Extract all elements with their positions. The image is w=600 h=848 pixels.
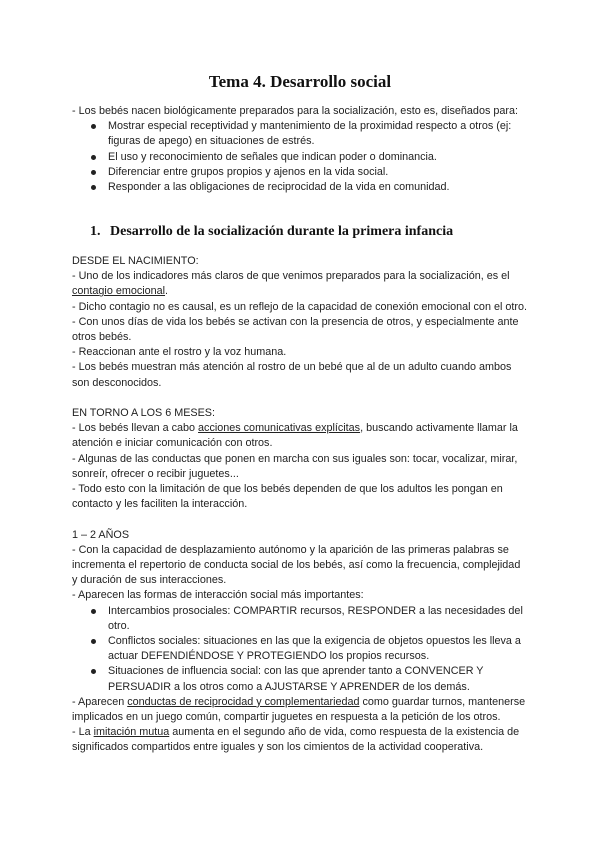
interaction-bullet-item: Intercambios prosociales: COMPARTIR recursos, RESPONDER a las necesidades del otro. xyxy=(72,604,528,634)
paragraph xyxy=(72,695,528,725)
paragraph: - Aparecen las formas de interacción social más importantes: xyxy=(72,589,364,602)
interaction-bullet-item: Conflictos sociales: situaciones en las que la exigencia de objetos opuestos les lleva a actuar DEFENDIÉNDOSE Y PROTEGIENDO los propios recursos. xyxy=(72,634,528,664)
text-run: , buscando activamente llamar la atención e iniciar comunicación con otros. xyxy=(72,422,518,450)
section-heading-text: Desarrollo de la socialización durante la primera infancia xyxy=(110,224,454,239)
text-run: - Aparecen xyxy=(72,695,128,708)
spacer xyxy=(72,512,528,527)
intro-block xyxy=(72,104,528,195)
text-run: - La xyxy=(72,726,94,739)
text-run: - Los bebés llevan a cabo xyxy=(72,422,199,435)
interaction-bullet-item: Situaciones de influencia social: con las que aprender tanto a CONVENCER Y PERSUADIR a los otros como a AJUSTARSE Y APRENDER de los demás. xyxy=(72,664,528,694)
paragraph: - Los bebés muestran más atención al rostro de un bebé que al de un adulto cuando ambos son desconocidos. xyxy=(72,361,512,389)
interaction-bullet-list xyxy=(72,604,528,695)
text-run: como guardar turnos, mantenerse implicados en un juego común, compartir juguetes en respuesta a la petición de los otros. xyxy=(72,695,526,724)
intro-bullet-item: Mostrar especial receptividad y mantenimiento de la proximidad respecto a otros (ej: figuras de apego) en situaciones de estrés. xyxy=(72,119,528,149)
section-number: 1. xyxy=(90,224,101,239)
intro-paragraph: - Los bebés nacen biológicamente preparados para la socialización, esto es, diseñados para: xyxy=(72,105,518,117)
paragraph: - Con unos días de vida los bebés se activan con la presencia de otros, y especialmente ante otros bebés. xyxy=(72,315,519,344)
page-title: Tema 4. Desarrollo social xyxy=(208,72,392,91)
paragraph xyxy=(72,421,528,451)
paragraph: - Algunas de las conductas que ponen en marcha con sus iguales son: tocar, vocalizar, mirar, sonreír, ofrecer o recibir juguetes... xyxy=(72,452,518,480)
underlined-term: acciones comunicativas explícitas xyxy=(198,422,361,435)
paragraph xyxy=(72,269,528,299)
paragraph xyxy=(72,725,528,755)
text-run: aumenta en el segundo año de vida, como respuesta de la existencia de significados compartidos entre iguales y son los cimientos de la actividad cooperativa. xyxy=(72,726,520,754)
paragraph: - Reaccionan ante el rostro y la voz humana. xyxy=(72,346,287,359)
underlined-term: contagio emocional xyxy=(72,285,166,298)
content-block xyxy=(72,254,528,756)
spacer xyxy=(72,391,528,406)
text-run: . xyxy=(165,285,169,298)
intro-bullet-list xyxy=(72,119,528,195)
paragraph: - Dicho contagio no es causal, es un reflejo de la capacidad de conexión emocional con el otro. xyxy=(72,300,527,313)
subsection-label-6-meses: EN TORNO A LOS 6 MESES: xyxy=(72,407,216,420)
subsection-label-nacimiento: DESDE EL NACIMIENTO: xyxy=(72,255,199,267)
text-run: - Uno de los indicadores más claros de que venimos preparados para la socialización, es el xyxy=(72,270,510,283)
intro-bullet-item: Diferenciar entre grupos propios y ajenos en la vida social. xyxy=(72,165,528,180)
underlined-term: conductas de reciprocidad y complementariedad xyxy=(127,695,360,708)
paragraph: - Todo esto con la limitación de que los bebés dependen de que los adultos les pongan en contacto y les faciliten la interacción. xyxy=(72,483,503,511)
subsection-label-1-2-anos: 1 – 2 AÑOS xyxy=(72,528,130,541)
paragraph: - Con la capacidad de desplazamiento autónomo y la aparición de las primeras palabras se incrementa el repertorio de conducta social de los bebés, así como la frecuencia, complejidad y duración de sus interacciones. xyxy=(72,543,521,587)
intro-bullet-item: Responder a las obligaciones de reciprocidad de la vida en comunidad. xyxy=(72,180,528,195)
section-heading xyxy=(72,224,528,240)
intro-bullet-item: El uso y reconocimiento de señales que indican poder o dominancia. xyxy=(72,150,528,165)
underlined-term: imitación mutua xyxy=(93,726,170,739)
